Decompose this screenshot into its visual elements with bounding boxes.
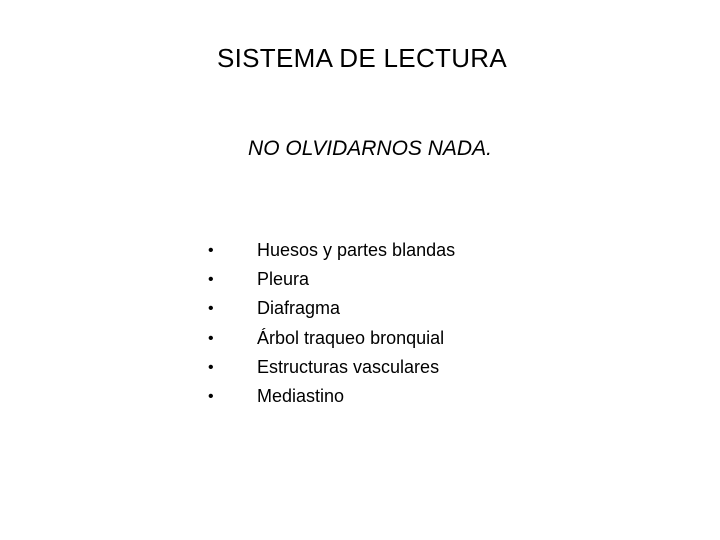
bullet-icon: • xyxy=(208,387,214,405)
list-item-text: Árbol traqueo bronquial xyxy=(257,327,445,348)
bullet-icon: • xyxy=(208,271,214,289)
bullet-icon: • xyxy=(208,329,214,347)
list-item-text: Diafragma xyxy=(257,298,341,319)
list-item-text: Mediastino xyxy=(257,385,345,406)
list-item-text: Pleura xyxy=(257,269,310,290)
bullet-icon: • xyxy=(208,300,214,318)
bullet-icon: • xyxy=(208,242,214,259)
bullet-icon: • xyxy=(208,358,214,376)
list-item-text: Estructuras vasculares xyxy=(257,356,440,377)
list-item-text: Huesos y partes blandas xyxy=(257,240,456,260)
slide-subtitle: NO OLVIDARNOS NADA. xyxy=(248,137,492,160)
slide-title: SISTEMA DE LECTURA xyxy=(216,43,508,73)
